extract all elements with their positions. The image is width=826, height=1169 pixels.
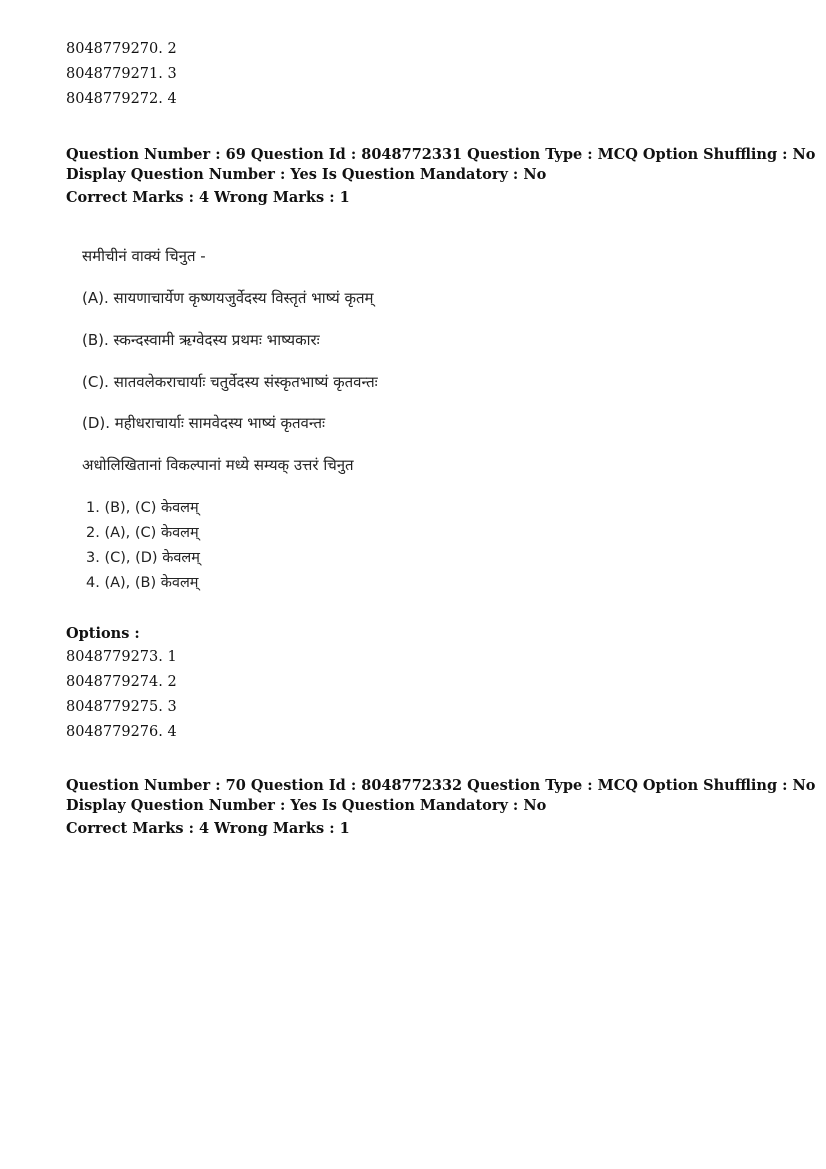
statement-b: (B). स्कन्दस्वामी ऋग्वेदस्य प्रथमः भाष्यकारः: [82, 331, 320, 349]
option-id: 8048779270.: [66, 41, 163, 57]
choice-item: 2. (A), (C) केवलम्: [86, 525, 199, 541]
option-value: 4: [167, 91, 177, 107]
option-value: 3: [167, 66, 177, 82]
option-value: 4: [167, 724, 177, 740]
statement-a: (A). सायणाचार्येण कृष्णयजुर्वेदस्य विस्तृतं भाष्यं कृतम्: [82, 289, 374, 307]
question-meta-line: Question Number : 70 Question Id : 8048772332 Question Type : MCQ Option Shuffling : No: [66, 777, 816, 794]
marks-line: Correct Marks : 4 Wrong Marks : 1: [66, 189, 350, 206]
option-id: 8048779274.: [66, 674, 163, 690]
option-id: 8048779271.: [66, 66, 163, 82]
option-id: 8048779272.: [66, 91, 163, 107]
question-meta-line: Display Question Number : Yes Is Question Mandatory : No: [66, 797, 547, 814]
question-meta-line: Display Question Number : Yes Is Question Mandatory : No: [66, 166, 547, 183]
marks-line: Correct Marks : 4 Wrong Marks : 1: [66, 820, 350, 837]
choice-item: 4. (A), (B) केवलम्: [86, 575, 199, 591]
option-value: 3: [167, 699, 177, 715]
instruction-line: अधोलिखितानां विकल्पानां मध्ये सम्यक् उत्तरं चिनुत: [82, 456, 354, 474]
option-row: [66, 41, 177, 57]
option-id: 8048779275.: [66, 699, 163, 715]
option-row: [66, 66, 177, 82]
statement-c: (C). सातवलेकराचार्याः चतुर्वेदस्य संस्कृतभाष्यं कृतवन्तः: [82, 373, 378, 391]
question-meta-line: Question Number : 69 Question Id : 8048772331 Question Type : MCQ Option Shuffling : No: [66, 146, 816, 163]
option-value: 2: [167, 41, 177, 57]
option-id: 8048779273.: [66, 649, 163, 665]
option-row: [66, 724, 177, 740]
question-prompt: समीचीनं वाक्यं चिनुत -: [82, 247, 206, 265]
option-id: 8048779276.: [66, 724, 163, 740]
option-row: [66, 699, 177, 715]
option-row: [66, 649, 177, 665]
option-value: 2: [167, 674, 177, 690]
option-row: [66, 91, 177, 107]
statement-d: (D). महीधराचार्याः सामवेदस्य भाष्यं कृतवन्तः: [82, 414, 326, 432]
option-row: [66, 674, 177, 690]
choice-item: 3. (C), (D) केवलम्: [86, 550, 200, 566]
option-value: 1: [167, 649, 177, 665]
options-label: Options :: [66, 625, 140, 642]
choice-item: 1. (B), (C) केवलम्: [86, 500, 199, 516]
